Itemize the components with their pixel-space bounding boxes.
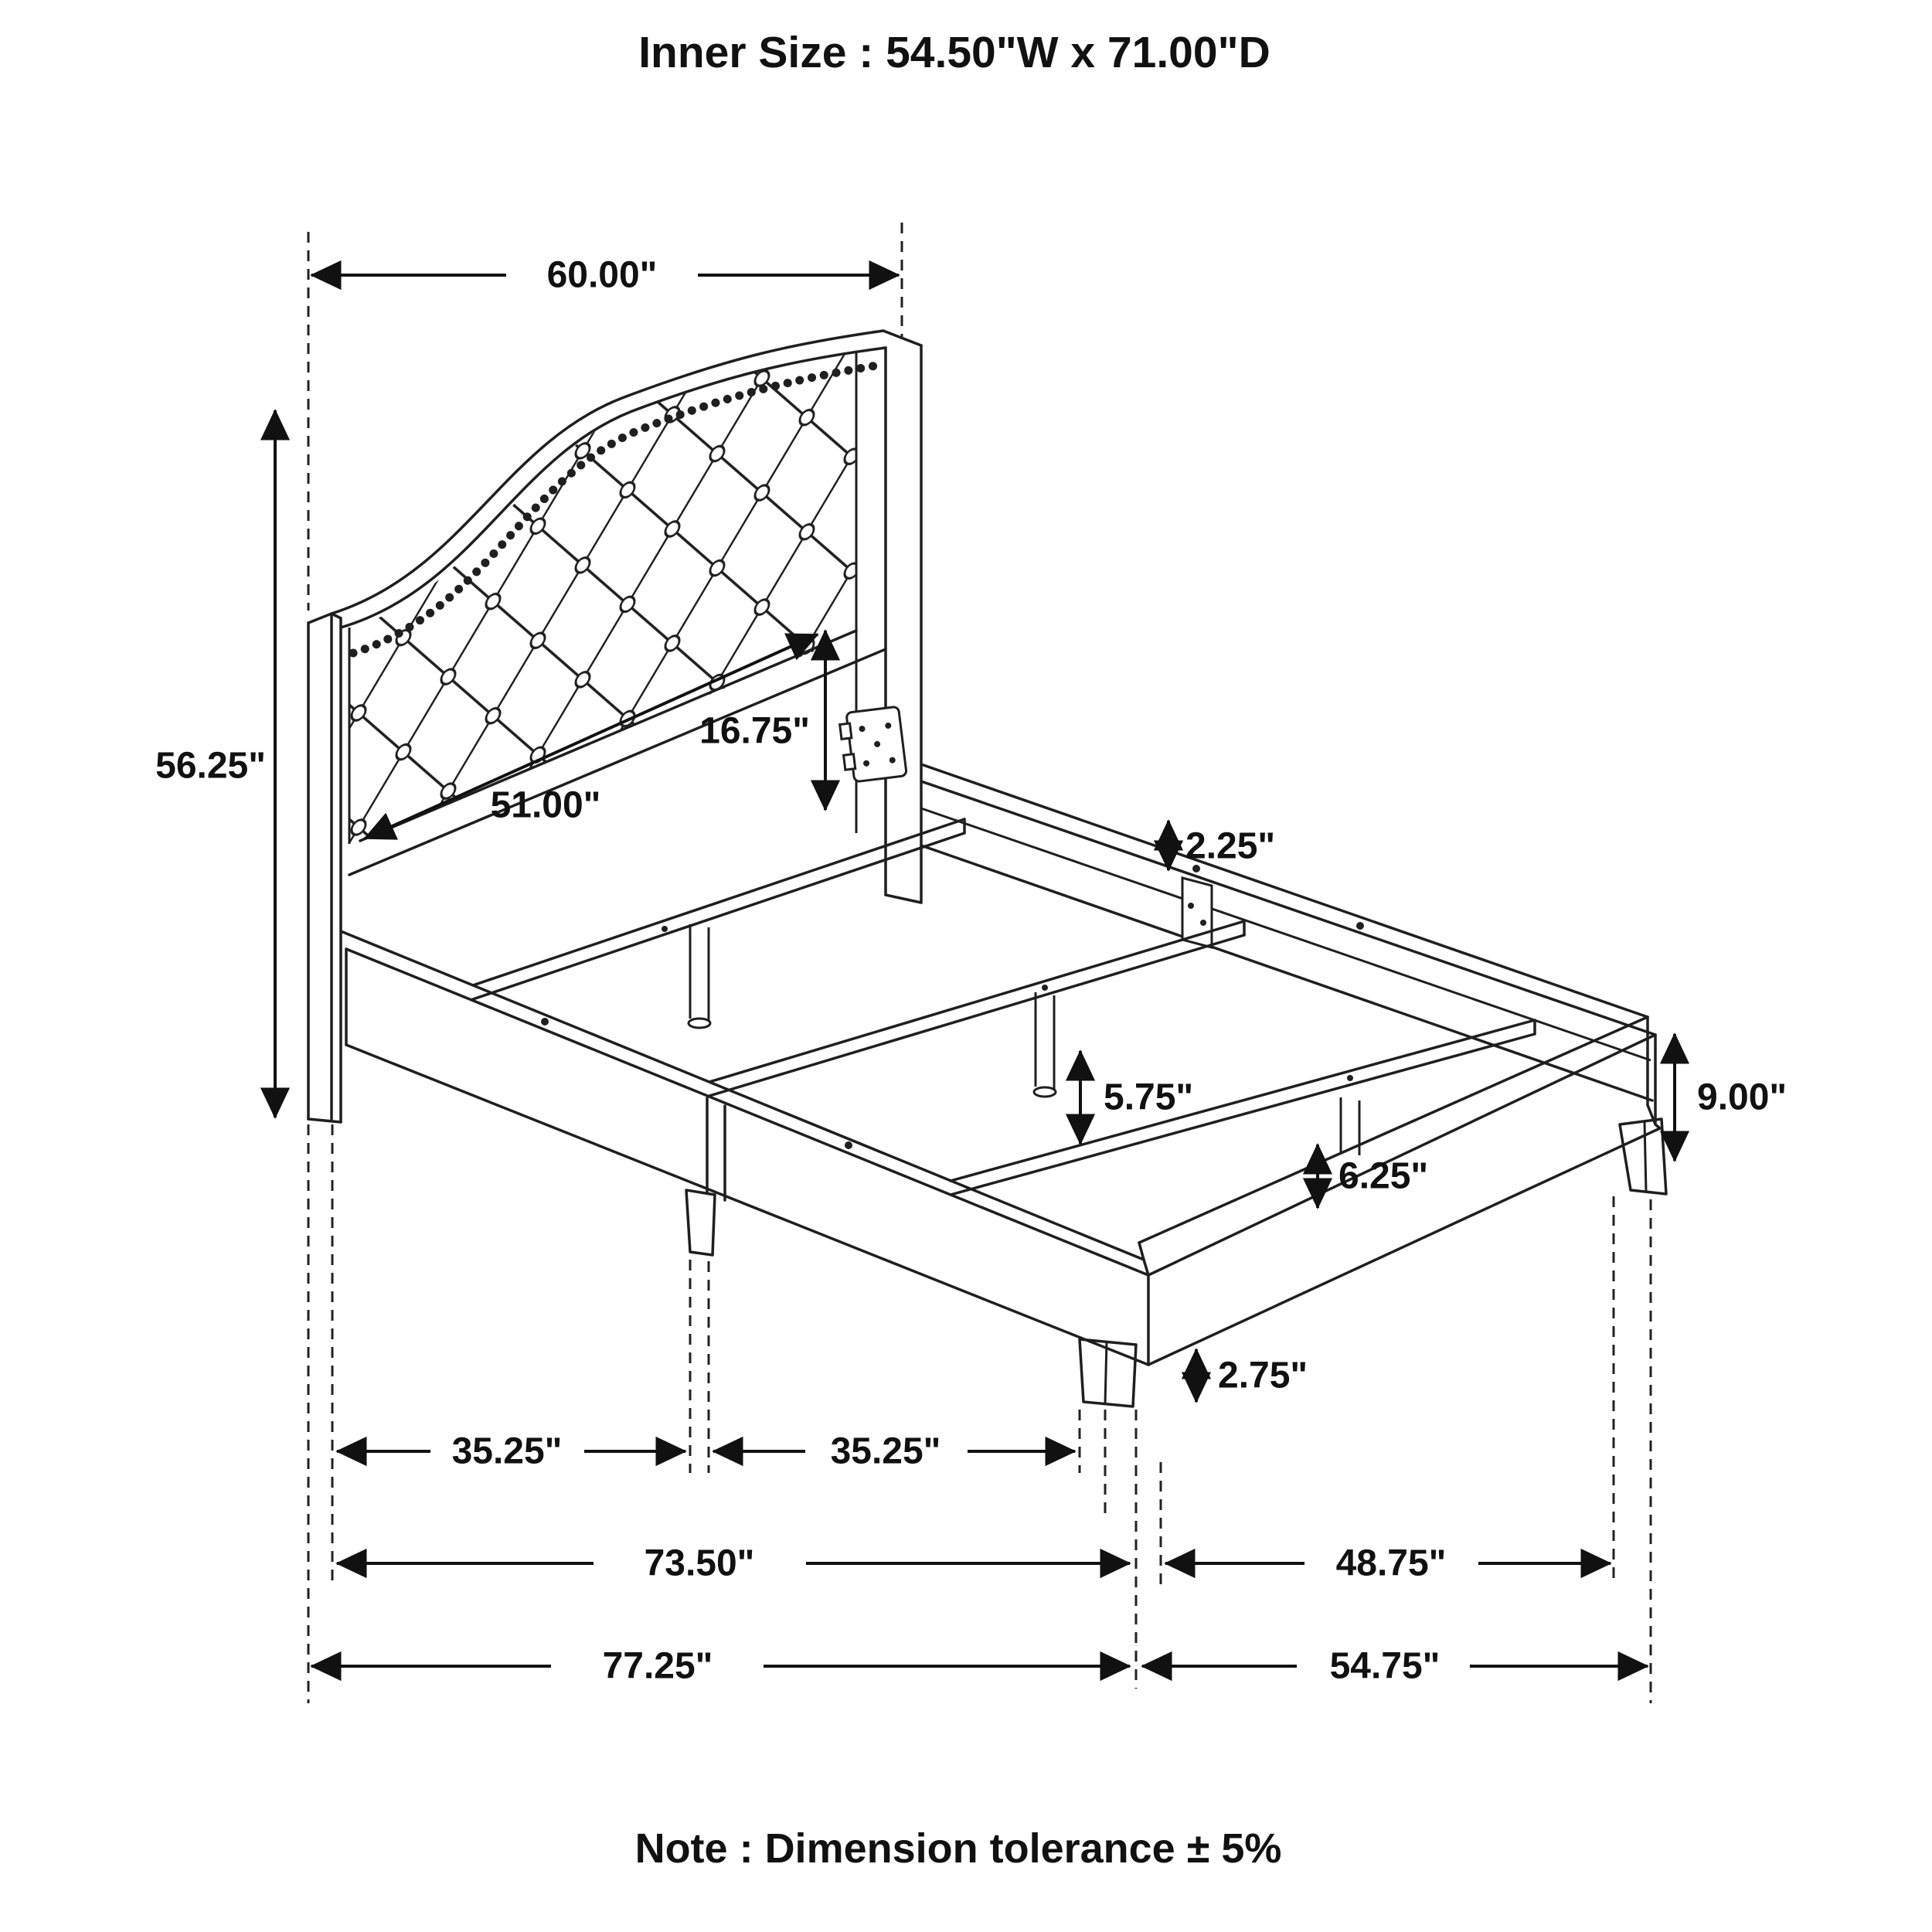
dim-footboard-width-label: 54.75" — [1329, 1645, 1440, 1687]
dim-headboard-to-center-leg — [337, 1431, 685, 1472]
dim-overall-depth-label: 77.25" — [602, 1645, 713, 1687]
page-title: Inner Size : 54.50"W x 71.00"D — [638, 28, 1270, 77]
dim-headboard-to-center-leg-label: 35.25" — [451, 1430, 563, 1472]
dim-rail-top-to-slat — [1168, 821, 1275, 870]
far-rail-bracket — [1182, 878, 1212, 947]
dim-headboard-width-label: 60.00" — [546, 254, 658, 296]
tolerance-note: Note : Dimension tolerance ± 5% — [634, 1825, 1282, 1872]
dim-front-leg-height — [1196, 1349, 1308, 1402]
dim-footboard-width — [1142, 1646, 1648, 1687]
dim-headboard-panel-width-label: 51.00" — [490, 784, 601, 826]
dim-center-leg-to-foot-leg — [713, 1431, 1075, 1472]
dim-headboard-height — [155, 410, 275, 1117]
bed-frame — [341, 764, 1666, 1406]
front-right-leg — [1620, 1119, 1666, 1194]
dim-headboard-width — [311, 255, 899, 296]
dim-rail-top-to-slat-label: 2.25" — [1185, 825, 1276, 867]
dim-panel-to-slat-label: 16.75" — [699, 710, 810, 752]
slat-1 — [473, 819, 964, 999]
dim-footboard-height-label: 9.00" — [1697, 1077, 1787, 1118]
slat-1-center-leg — [689, 924, 710, 1028]
headboard — [308, 294, 927, 1122]
dim-frame-length — [337, 1543, 1130, 1584]
dim-foot-leg-to-corner — [1165, 1543, 1611, 1584]
dim-center-leg-to-foot-leg-label: 35.25" — [830, 1430, 941, 1472]
dim-footboard-height — [1675, 1034, 1787, 1161]
dim-overall-depth — [311, 1646, 1130, 1687]
dim-foot-leg-to-corner-label: 48.75" — [1335, 1543, 1447, 1584]
dim-side-rail-board-height — [1318, 1145, 1428, 1208]
headboard-right-stile — [883, 331, 921, 903]
dim-side-rail-board-height-label: 6.25" — [1338, 1155, 1429, 1197]
dim-headboard-height-label: 56.25" — [155, 745, 266, 787]
near-rail-center-leg — [686, 1190, 715, 1255]
headboard-left-wing — [308, 614, 341, 1122]
dim-front-leg-height-label: 2.75" — [1218, 1355, 1308, 1396]
side-rail-far — [921, 764, 1655, 1100]
slat-2 — [709, 921, 1244, 1096]
headboard-bracket — [838, 706, 906, 783]
side-rail-near — [341, 931, 1148, 1365]
dim-center-leg-height-label: 5.75" — [1104, 1077, 1194, 1118]
tufted-panel — [325, 294, 927, 912]
slat-2-center-leg — [1034, 992, 1056, 1097]
dim-frame-length-label: 73.50" — [644, 1543, 755, 1584]
